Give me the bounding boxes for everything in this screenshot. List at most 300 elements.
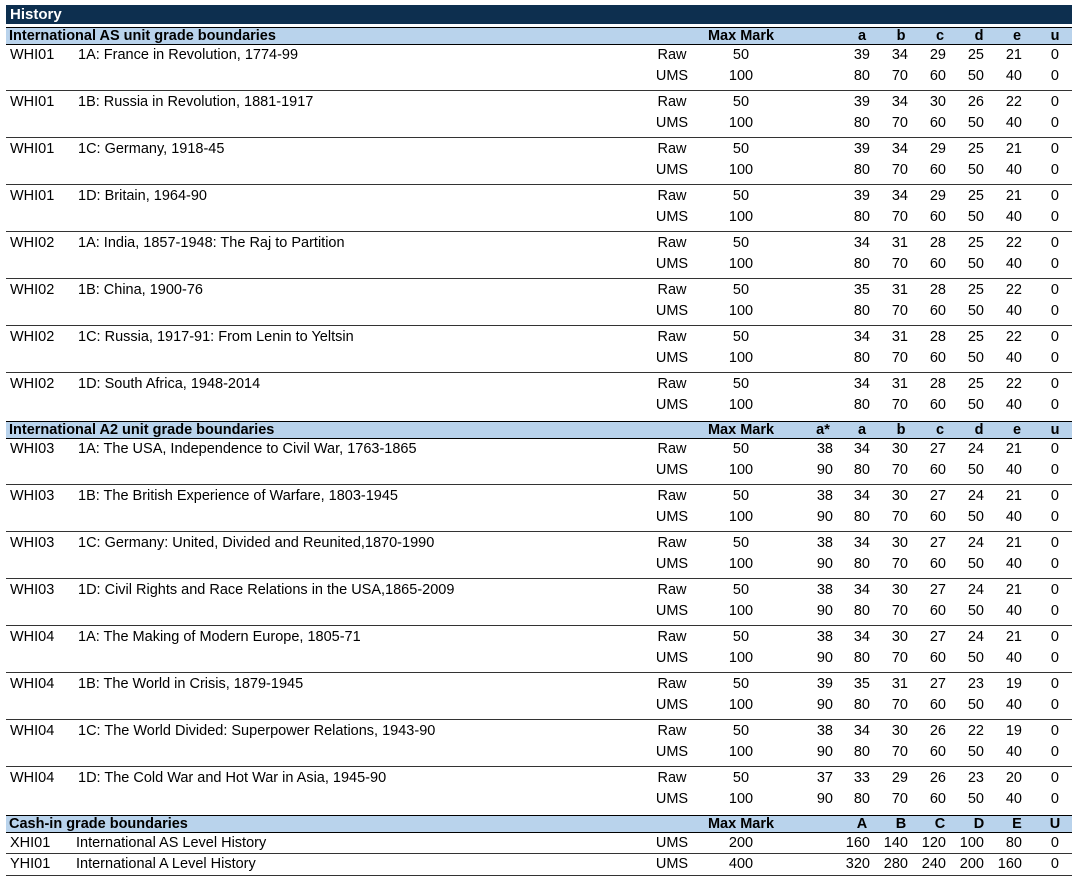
grade-value: 0 bbox=[1050, 462, 1059, 478]
max-mark: 100 bbox=[728, 68, 754, 84]
max-mark: 50 bbox=[732, 676, 750, 692]
grade-value: 70 bbox=[891, 209, 908, 225]
grade-value: 23 bbox=[967, 676, 984, 692]
grade-value: 80 bbox=[853, 791, 870, 807]
grade-value: 0 bbox=[1050, 256, 1059, 272]
unit-code: WHI04 bbox=[10, 723, 55, 739]
unit-code: WHI01 bbox=[10, 47, 55, 63]
grade-value: 70 bbox=[891, 509, 908, 525]
grade-value: 0 bbox=[1050, 556, 1059, 572]
grade-value: 70 bbox=[891, 303, 908, 319]
qualification-name: International AS Level History bbox=[76, 835, 267, 851]
max-mark: 50 bbox=[732, 329, 750, 345]
unit-code: WHI03 bbox=[10, 441, 55, 457]
max-mark: 50 bbox=[732, 376, 750, 392]
grade-value: 26 bbox=[967, 94, 984, 110]
mark-type: UMS bbox=[655, 697, 689, 713]
unit-name: 1D: Civil Rights and Race Relations in the USA,1865-2009 bbox=[78, 582, 455, 598]
grade-value: 0 bbox=[1050, 744, 1059, 760]
grade-value: 21 bbox=[1005, 441, 1022, 457]
grade-value: 21 bbox=[1005, 582, 1022, 598]
grade-value: 0 bbox=[1050, 94, 1059, 110]
grade-value: 70 bbox=[891, 603, 908, 619]
unit-name: 1A: The Making of Modern Europe, 1805-71 bbox=[78, 629, 361, 645]
grade-value: 27 bbox=[929, 488, 946, 504]
grade-value: 60 bbox=[929, 209, 946, 225]
grade-value: 34 bbox=[853, 376, 870, 392]
grade-value: 80 bbox=[1005, 835, 1022, 851]
grade-value: 50 bbox=[967, 115, 984, 131]
grade-value: 0 bbox=[1050, 835, 1059, 851]
grade-value: 280 bbox=[883, 856, 908, 872]
grade-value: 22 bbox=[1005, 376, 1022, 392]
grade-value: 90 bbox=[816, 744, 833, 760]
mark-type: Raw bbox=[657, 488, 687, 504]
grade-value: 160 bbox=[845, 835, 870, 851]
grade-value: 21 bbox=[1005, 488, 1022, 504]
grade-value: 31 bbox=[891, 282, 908, 298]
grade-value: 25 bbox=[967, 188, 984, 204]
grade-value: 320 bbox=[845, 856, 870, 872]
unit-code: WHI01 bbox=[10, 188, 55, 204]
unit-name: 1A: France in Revolution, 1774-99 bbox=[78, 47, 299, 63]
unit-name: 1A: The USA, Independence to Civil War, 1763-1865 bbox=[78, 441, 417, 457]
grade-value: 0 bbox=[1050, 303, 1059, 319]
grade-value: 30 bbox=[891, 441, 908, 457]
unit-name: 1B: China, 1900-76 bbox=[78, 282, 203, 298]
grade-value: 0 bbox=[1050, 770, 1059, 786]
mark-type: UMS bbox=[655, 556, 689, 572]
max-mark: 100 bbox=[728, 256, 754, 272]
row-divider bbox=[6, 719, 1072, 720]
grade-value: 80 bbox=[853, 556, 870, 572]
grade-value: 80 bbox=[853, 209, 870, 225]
section-header bbox=[6, 421, 1072, 439]
grade-value: 30 bbox=[891, 723, 908, 739]
grade-value: 40 bbox=[1005, 697, 1022, 713]
grade-value: 50 bbox=[967, 650, 984, 666]
grade-value: 70 bbox=[891, 744, 908, 760]
qualification-code: XHI01 bbox=[10, 835, 51, 851]
mark-type: UMS bbox=[655, 835, 689, 851]
grade-value: 80 bbox=[853, 303, 870, 319]
grade-value: 80 bbox=[853, 350, 870, 366]
grade-header: B bbox=[895, 816, 907, 832]
grade-value: 0 bbox=[1050, 629, 1059, 645]
grade-value: 80 bbox=[853, 462, 870, 478]
grade-value: 50 bbox=[967, 397, 984, 413]
mark-type: Raw bbox=[657, 47, 687, 63]
mark-type: UMS bbox=[655, 650, 689, 666]
section-heading: International A2 unit grade boundaries bbox=[9, 422, 275, 438]
mark-type: Raw bbox=[657, 329, 687, 345]
grade-value: 40 bbox=[1005, 162, 1022, 178]
grade-value: 26 bbox=[929, 723, 946, 739]
grade-value: 22 bbox=[1005, 329, 1022, 345]
mark-type: Raw bbox=[657, 723, 687, 739]
max-mark: 100 bbox=[728, 603, 754, 619]
mark-type: Raw bbox=[657, 141, 687, 157]
max-mark: 100 bbox=[728, 397, 754, 413]
max-mark: 100 bbox=[728, 462, 754, 478]
grade-value: 90 bbox=[816, 509, 833, 525]
grade-header: u bbox=[1050, 422, 1060, 438]
grade-value: 80 bbox=[853, 697, 870, 713]
grade-value: 60 bbox=[929, 256, 946, 272]
row-divider bbox=[6, 278, 1072, 279]
grade-value: 50 bbox=[967, 791, 984, 807]
max-mark: 50 bbox=[732, 188, 750, 204]
grade-value: 0 bbox=[1050, 650, 1059, 666]
grade-value: 70 bbox=[891, 791, 908, 807]
grade-value: 39 bbox=[853, 94, 870, 110]
row-divider bbox=[6, 484, 1072, 485]
grade-value: 28 bbox=[929, 282, 946, 298]
grade-value: 50 bbox=[967, 68, 984, 84]
grade-value: 90 bbox=[816, 556, 833, 572]
grade-value: 38 bbox=[816, 441, 833, 457]
grade-value: 0 bbox=[1050, 856, 1059, 872]
max-mark: 100 bbox=[728, 509, 754, 525]
grade-value: 0 bbox=[1050, 376, 1059, 392]
grade-value: 60 bbox=[929, 697, 946, 713]
max-mark: 50 bbox=[732, 488, 750, 504]
grade-value: 38 bbox=[816, 723, 833, 739]
grade-value: 50 bbox=[967, 162, 984, 178]
grade-value: 240 bbox=[921, 856, 946, 872]
unit-name: 1B: The World in Crisis, 1879-1945 bbox=[78, 676, 304, 692]
grade-value: 30 bbox=[891, 629, 908, 645]
grade-value: 39 bbox=[853, 188, 870, 204]
max-mark: 100 bbox=[728, 115, 754, 131]
max-mark: 100 bbox=[728, 744, 754, 760]
grade-header: d bbox=[974, 28, 984, 44]
grade-header: d bbox=[974, 422, 984, 438]
grade-value: 21 bbox=[1005, 141, 1022, 157]
grade-value: 38 bbox=[816, 488, 833, 504]
grade-header: b bbox=[896, 28, 906, 44]
unit-code: WHI02 bbox=[10, 329, 55, 345]
mark-type: Raw bbox=[657, 282, 687, 298]
grade-value: 0 bbox=[1050, 509, 1059, 525]
grade-value: 60 bbox=[929, 650, 946, 666]
grade-header: c bbox=[935, 28, 945, 44]
grade-value: 50 bbox=[967, 256, 984, 272]
max-mark: 50 bbox=[732, 282, 750, 298]
unit-code: WHI02 bbox=[10, 282, 55, 298]
grade-value: 24 bbox=[967, 535, 984, 551]
grade-value: 200 bbox=[959, 856, 984, 872]
grade-value: 80 bbox=[853, 650, 870, 666]
grade-value: 33 bbox=[853, 770, 870, 786]
unit-name: 1C: Russia, 1917-91: From Lenin to Yeltsin bbox=[78, 329, 354, 345]
grade-value: 50 bbox=[967, 509, 984, 525]
grade-value: 31 bbox=[891, 235, 908, 251]
grade-value: 25 bbox=[967, 376, 984, 392]
grade-value: 24 bbox=[967, 629, 984, 645]
grade-header: a bbox=[857, 28, 867, 44]
grade-value: 38 bbox=[816, 535, 833, 551]
max-mark: 50 bbox=[732, 94, 750, 110]
grade-value: 80 bbox=[853, 603, 870, 619]
max-mark: 50 bbox=[732, 770, 750, 786]
grade-header: a* bbox=[816, 422, 830, 438]
grade-value: 70 bbox=[891, 256, 908, 272]
grade-value: 40 bbox=[1005, 397, 1022, 413]
grade-value: 25 bbox=[967, 235, 984, 251]
unit-name: 1A: India, 1857-1948: The Raj to Partition bbox=[78, 235, 345, 251]
unit-name: 1B: The British Experience of Warfare, 1803-1945 bbox=[78, 488, 398, 504]
grade-header: e bbox=[1012, 422, 1022, 438]
grade-value: 25 bbox=[967, 47, 984, 63]
max-mark: 100 bbox=[728, 209, 754, 225]
grade-value: 19 bbox=[1005, 676, 1022, 692]
grade-value: 38 bbox=[816, 582, 833, 598]
grade-value: 40 bbox=[1005, 68, 1022, 84]
grade-value: 60 bbox=[929, 115, 946, 131]
grade-value: 34 bbox=[891, 188, 908, 204]
max-mark: 100 bbox=[728, 791, 754, 807]
max-mark: 50 bbox=[732, 235, 750, 251]
grade-value: 34 bbox=[891, 141, 908, 157]
section-heading: Cash-in grade boundaries bbox=[9, 816, 188, 832]
unit-code: WHI04 bbox=[10, 629, 55, 645]
grade-value: 40 bbox=[1005, 115, 1022, 131]
grade-value: 90 bbox=[816, 791, 833, 807]
grade-value: 0 bbox=[1050, 535, 1059, 551]
unit-code: WHI01 bbox=[10, 94, 55, 110]
grade-value: 40 bbox=[1005, 462, 1022, 478]
row-divider bbox=[6, 90, 1072, 91]
mark-type: UMS bbox=[655, 856, 689, 872]
mark-type: UMS bbox=[655, 603, 689, 619]
grade-value: 38 bbox=[816, 629, 833, 645]
grade-value: 21 bbox=[1005, 535, 1022, 551]
row-divider bbox=[6, 766, 1072, 767]
grade-value: 22 bbox=[1005, 235, 1022, 251]
row-divider bbox=[6, 372, 1072, 373]
grade-value: 34 bbox=[853, 329, 870, 345]
grade-value: 70 bbox=[891, 350, 908, 366]
max-mark-header: Max Mark bbox=[707, 816, 775, 832]
grade-value: 30 bbox=[891, 582, 908, 598]
grade-value: 35 bbox=[853, 282, 870, 298]
grade-value: 50 bbox=[967, 303, 984, 319]
mark-type: Raw bbox=[657, 376, 687, 392]
unit-code: WHI03 bbox=[10, 535, 55, 551]
grade-value: 0 bbox=[1050, 47, 1059, 63]
grade-value: 60 bbox=[929, 603, 946, 619]
section-heading: International AS unit grade boundaries bbox=[9, 28, 276, 44]
qualification-name: International A Level History bbox=[76, 856, 256, 872]
grade-value: 40 bbox=[1005, 509, 1022, 525]
grade-value: 39 bbox=[816, 676, 833, 692]
grade-value: 50 bbox=[967, 603, 984, 619]
grade-value: 24 bbox=[967, 488, 984, 504]
mark-type: UMS bbox=[655, 256, 689, 272]
max-mark: 100 bbox=[728, 556, 754, 572]
grade-value: 60 bbox=[929, 744, 946, 760]
mark-type: Raw bbox=[657, 441, 687, 457]
grade-value: 80 bbox=[853, 256, 870, 272]
unit-name: 1C: Germany, 1918-45 bbox=[78, 141, 225, 157]
max-mark: 100 bbox=[728, 697, 754, 713]
grade-value: 50 bbox=[967, 556, 984, 572]
grade-value: 30 bbox=[891, 535, 908, 551]
grade-value: 34 bbox=[853, 235, 870, 251]
grade-value: 22 bbox=[1005, 282, 1022, 298]
grade-value: 0 bbox=[1050, 603, 1059, 619]
grade-header: A bbox=[856, 816, 868, 832]
mark-type: UMS bbox=[655, 209, 689, 225]
grade-value: 0 bbox=[1050, 329, 1059, 345]
grade-value: 70 bbox=[891, 68, 908, 84]
max-mark: 50 bbox=[732, 723, 750, 739]
grade-value: 50 bbox=[967, 350, 984, 366]
grade-value: 24 bbox=[967, 441, 984, 457]
grade-value: 28 bbox=[929, 329, 946, 345]
grade-value: 22 bbox=[967, 723, 984, 739]
grade-value: 100 bbox=[959, 835, 984, 851]
grade-value: 40 bbox=[1005, 303, 1022, 319]
grade-value: 160 bbox=[997, 856, 1022, 872]
grade-value: 27 bbox=[929, 441, 946, 457]
grade-value: 60 bbox=[929, 350, 946, 366]
grade-value: 60 bbox=[929, 68, 946, 84]
mark-type: UMS bbox=[655, 744, 689, 760]
mark-type: Raw bbox=[657, 582, 687, 598]
grade-value: 0 bbox=[1050, 68, 1059, 84]
grade-value: 29 bbox=[929, 141, 946, 157]
grade-header: C bbox=[934, 816, 946, 832]
grade-value: 37 bbox=[816, 770, 833, 786]
grade-value: 29 bbox=[929, 188, 946, 204]
grade-value: 0 bbox=[1050, 697, 1059, 713]
grade-value: 0 bbox=[1050, 282, 1059, 298]
mark-type: UMS bbox=[655, 791, 689, 807]
grade-value: 0 bbox=[1050, 209, 1059, 225]
grade-value: 34 bbox=[853, 723, 870, 739]
row-divider bbox=[6, 184, 1072, 185]
unit-name: 1D: The Cold War and Hot War in Asia, 1945-90 bbox=[78, 770, 387, 786]
grade-value: 34 bbox=[891, 94, 908, 110]
grade-value: 22 bbox=[1005, 94, 1022, 110]
grade-value: 35 bbox=[853, 676, 870, 692]
grade-value: 120 bbox=[921, 835, 946, 851]
page-title: History bbox=[6, 5, 1072, 24]
grade-value: 29 bbox=[929, 47, 946, 63]
grade-value: 50 bbox=[967, 697, 984, 713]
unit-name: 1B: Russia in Revolution, 1881-1917 bbox=[78, 94, 314, 110]
qualification-code: YHI01 bbox=[10, 856, 51, 872]
grade-value: 60 bbox=[929, 303, 946, 319]
grade-value: 30 bbox=[891, 488, 908, 504]
row-divider bbox=[6, 625, 1072, 626]
grade-header: u bbox=[1050, 28, 1060, 44]
grade-value: 34 bbox=[853, 582, 870, 598]
grade-value: 60 bbox=[929, 162, 946, 178]
grade-header: U bbox=[1049, 816, 1061, 832]
unit-code: WHI03 bbox=[10, 582, 55, 598]
grade-value: 60 bbox=[929, 791, 946, 807]
grade-value: 40 bbox=[1005, 209, 1022, 225]
grade-value: 25 bbox=[967, 329, 984, 345]
mark-type: Raw bbox=[657, 676, 687, 692]
row-divider bbox=[6, 325, 1072, 326]
grade-value: 25 bbox=[967, 282, 984, 298]
grade-value: 30 bbox=[929, 94, 946, 110]
grade-value: 34 bbox=[853, 629, 870, 645]
grade-value: 0 bbox=[1050, 791, 1059, 807]
unit-name: 1C: Germany: United, Divided and Reunited,1870-1990 bbox=[78, 535, 435, 551]
mark-type: Raw bbox=[657, 94, 687, 110]
grade-value: 70 bbox=[891, 462, 908, 478]
grade-value: 80 bbox=[853, 68, 870, 84]
grade-header: a bbox=[857, 422, 867, 438]
grade-value: 25 bbox=[967, 141, 984, 157]
grade-value: 40 bbox=[1005, 256, 1022, 272]
max-mark: 100 bbox=[728, 650, 754, 666]
grade-value: 0 bbox=[1050, 488, 1059, 504]
grade-value: 20 bbox=[1005, 770, 1022, 786]
grade-value: 21 bbox=[1005, 188, 1022, 204]
grade-value: 90 bbox=[816, 650, 833, 666]
grade-value: 0 bbox=[1050, 188, 1059, 204]
mark-type: Raw bbox=[657, 235, 687, 251]
grade-value: 31 bbox=[891, 329, 908, 345]
grade-value: 60 bbox=[929, 556, 946, 572]
max-mark: 200 bbox=[728, 835, 754, 851]
grade-value: 90 bbox=[816, 603, 833, 619]
grade-header: c bbox=[935, 422, 945, 438]
grade-value: 27 bbox=[929, 629, 946, 645]
grade-value: 70 bbox=[891, 115, 908, 131]
max-mark: 50 bbox=[732, 441, 750, 457]
grade-value: 28 bbox=[929, 235, 946, 251]
max-mark: 100 bbox=[728, 350, 754, 366]
max-mark: 400 bbox=[728, 856, 754, 872]
grade-value: 90 bbox=[816, 697, 833, 713]
max-mark: 50 bbox=[732, 47, 750, 63]
mark-type: UMS bbox=[655, 162, 689, 178]
grade-value: 34 bbox=[853, 488, 870, 504]
grade-header: b bbox=[896, 422, 906, 438]
grade-value: 80 bbox=[853, 744, 870, 760]
grade-value: 0 bbox=[1050, 582, 1059, 598]
max-mark: 50 bbox=[732, 535, 750, 551]
grade-value: 0 bbox=[1050, 676, 1059, 692]
grade-header: e bbox=[1012, 28, 1022, 44]
row-divider bbox=[6, 137, 1072, 138]
grade-value: 80 bbox=[853, 397, 870, 413]
grade-value: 40 bbox=[1005, 556, 1022, 572]
grade-value: 50 bbox=[967, 462, 984, 478]
mark-type: Raw bbox=[657, 770, 687, 786]
grade-header: E bbox=[1012, 816, 1022, 832]
grade-value: 27 bbox=[929, 676, 946, 692]
grade-value: 0 bbox=[1050, 397, 1059, 413]
grade-value: 80 bbox=[853, 115, 870, 131]
mark-type: UMS bbox=[655, 303, 689, 319]
mark-type: Raw bbox=[657, 629, 687, 645]
grade-header: D bbox=[973, 816, 985, 832]
max-mark: 100 bbox=[728, 162, 754, 178]
grade-value: 70 bbox=[891, 162, 908, 178]
unit-code: WHI02 bbox=[10, 376, 55, 392]
row-divider bbox=[6, 672, 1072, 673]
unit-code: WHI01 bbox=[10, 141, 55, 157]
grade-value: 31 bbox=[891, 676, 908, 692]
